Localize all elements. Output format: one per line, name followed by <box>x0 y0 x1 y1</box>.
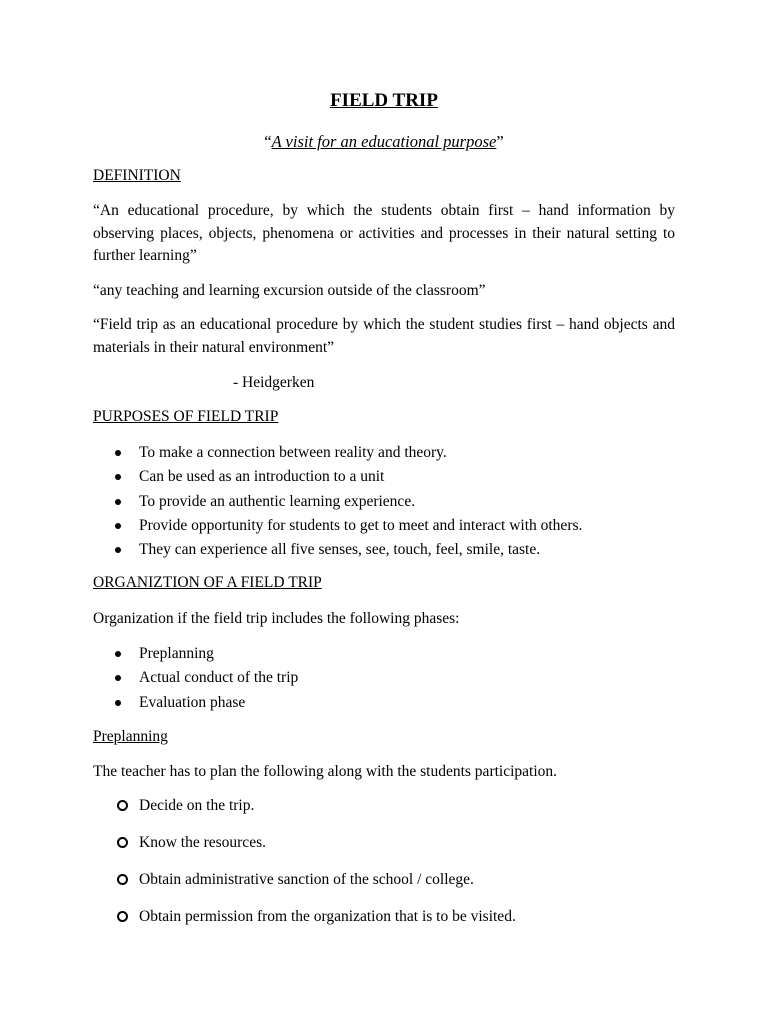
preplanning-intro: The teacher has to plan the following along with the students participation. <box>93 763 558 780</box>
list-item <box>93 666 675 690</box>
preplanning-heading: Preplanning <box>93 728 168 745</box>
list-item <box>93 441 675 465</box>
organization-heading: ORGANIZTION OF A FIELD TRIP <box>93 574 322 591</box>
list-item <box>93 869 675 906</box>
subtitle-open-quote: “ <box>264 132 272 151</box>
subtitle-close-quote: ” <box>496 132 504 151</box>
circle-bullet-icon <box>117 800 128 811</box>
bullet-icon <box>115 700 121 706</box>
definition-attribution: - Heidgerken <box>233 374 315 391</box>
subtitle-text: A visit for an educational purpose <box>271 132 497 151</box>
list-item-text: They can experience all five senses, see, touch, feel, smile, taste. <box>139 541 541 559</box>
definition-paragraph-2: “any teaching and learning excursion outside of the classroom” <box>93 282 486 299</box>
bullet-icon <box>115 450 121 456</box>
circle-bullet-icon <box>117 874 128 885</box>
list-item <box>93 832 675 869</box>
list-item <box>93 795 675 832</box>
list-item-text: To provide an authentic learning experience. <box>139 492 416 510</box>
purposes-list <box>93 441 675 562</box>
list-item <box>93 691 675 715</box>
list-item-text: Obtain administrative sanction of the school / college. <box>139 871 474 888</box>
definition-paragraph-3: “Field trip as an educational procedure by which the student studies first – hand objects and materials in their natural environment” <box>93 316 675 356</box>
page-subtitle <box>93 131 675 153</box>
organization-intro: Organization if the field trip includes the following phases: <box>93 610 460 627</box>
list-item-text: Actual conduct of the trip <box>139 669 299 687</box>
bullet-icon <box>115 675 121 681</box>
list-item-text: Can be used as an introduction to a unit <box>139 468 385 486</box>
list-item <box>93 538 675 562</box>
list-item <box>93 514 675 538</box>
list-item-text: To make a connection between reality and theory. <box>139 444 447 461</box>
list-item <box>93 465 675 489</box>
list-item-text: Preplanning <box>139 645 214 662</box>
document-page <box>93 0 675 1024</box>
list-item <box>93 490 675 514</box>
circle-bullet-icon <box>117 911 128 922</box>
list-item <box>93 642 675 666</box>
definition-heading: DEFINITION <box>93 167 181 184</box>
list-item-text: Decide on the trip. <box>139 797 255 814</box>
page-title: FIELD TRIP <box>330 90 438 111</box>
preplanning-list <box>93 795 675 943</box>
list-item-text: Obtain permission from the organization that is to be visited. <box>139 908 516 925</box>
organization-list <box>93 642 675 715</box>
bullet-icon <box>115 547 121 553</box>
list-item-text: Evaluation phase <box>139 693 246 711</box>
purposes-heading: PURPOSES OF FIELD TRIP <box>93 408 279 425</box>
list-item <box>93 906 675 943</box>
bullet-icon <box>115 523 121 529</box>
bullet-icon <box>115 651 121 657</box>
circle-bullet-icon <box>117 837 128 848</box>
list-item-text: Know the resources. <box>139 834 266 851</box>
definition-paragraph-1: “An educational procedure, by which the students obtain first – hand information by observing places, objects, phenomena or activities and processes in their natural setting to further learning” <box>93 202 675 264</box>
bullet-icon <box>115 474 121 480</box>
list-item-text: Provide opportunity for students to get to meet and interact with others. <box>139 516 583 534</box>
bullet-icon <box>115 499 121 505</box>
